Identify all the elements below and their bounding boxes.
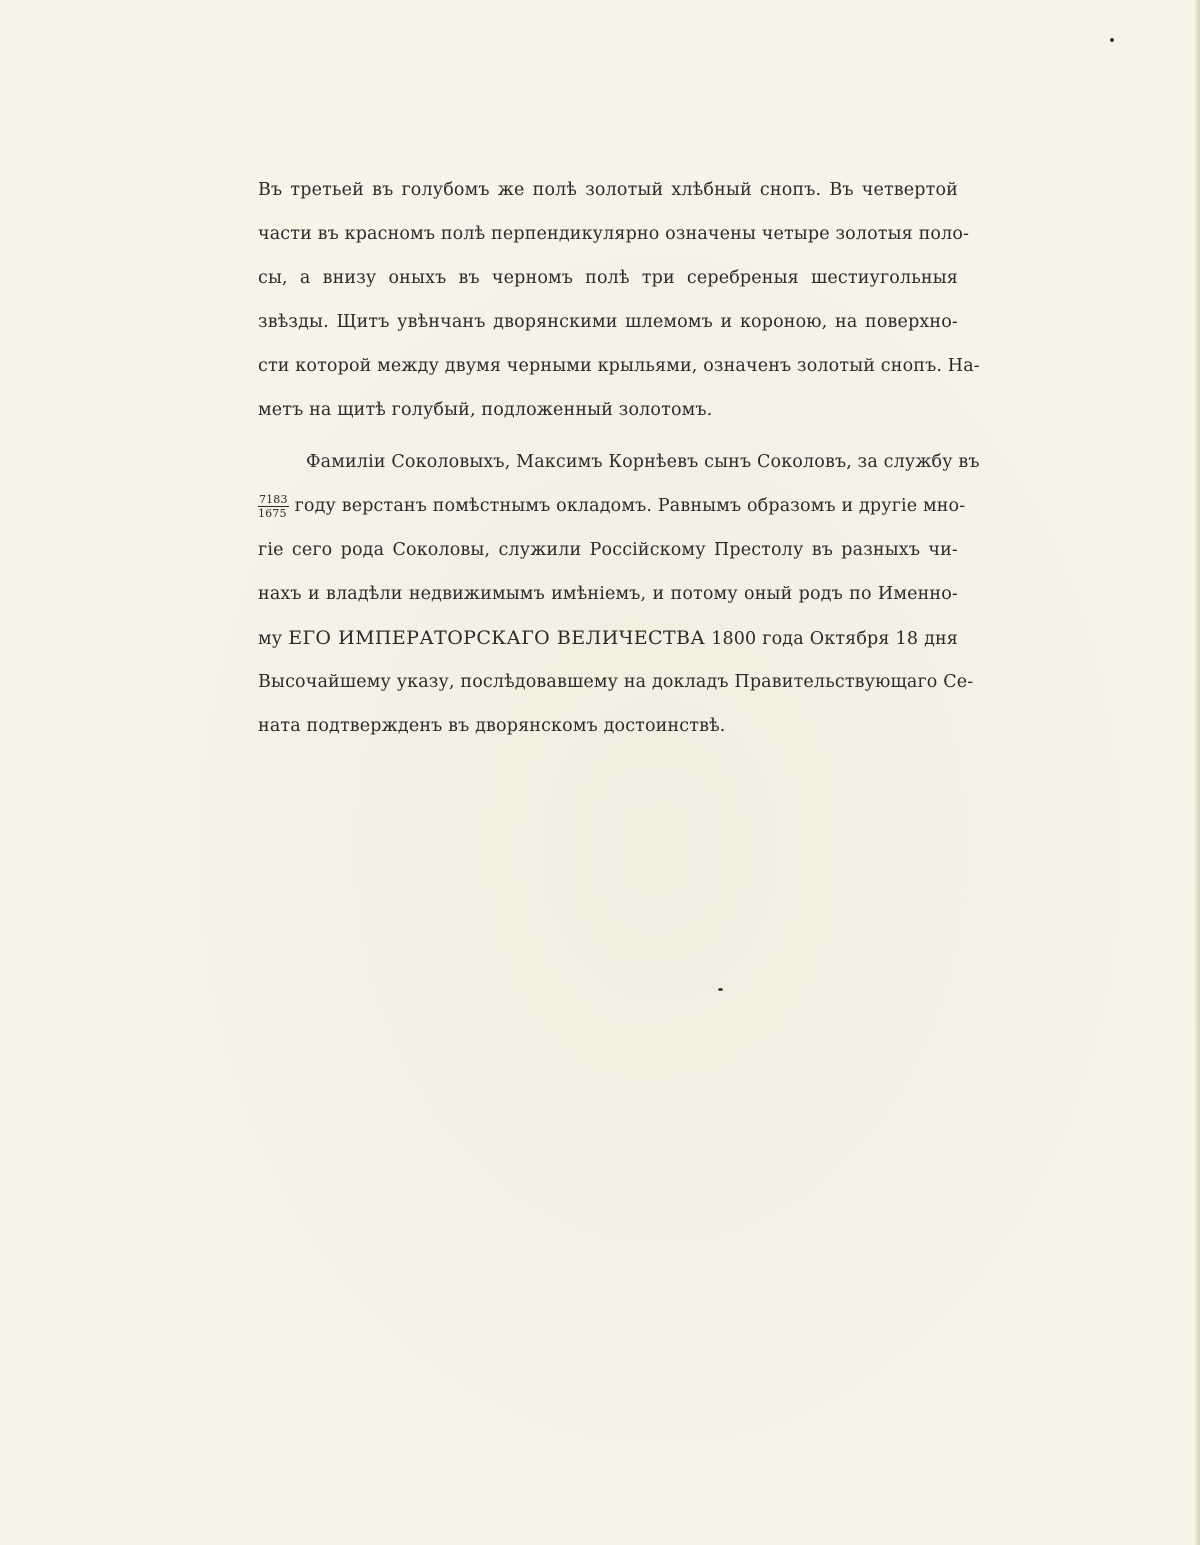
page-edge-shadow [1194,0,1200,1545]
paragraph-coat-of-arms-description [258,168,980,432]
text-line: части въ красномъ полѣ перпендикулярно означены четыре золотыя поло- [258,224,970,244]
text-line: сы, а внизу оныхъ въ черномъ полѣ три серебреныя шестиугольныя [258,268,958,288]
text-segment: 1800 года Октября 18 дня [711,629,958,649]
date-fraction [258,494,289,519]
paragraph-family-history [258,440,980,748]
text-line-with-date [258,484,966,528]
text-line-imperial-title [258,616,958,660]
ink-speck [1110,38,1114,42]
text-line: ната подтвержденъ въ дворянскомъ достоинствѣ. [258,716,726,736]
text-line: метъ на щитѣ голубый, подложенный золотомъ. [258,400,713,420]
ink-speck [718,988,723,991]
text-line: сти которой между двумя черными крыльями, означенъ золотый снопъ. На- [258,356,980,376]
text-line: Фамиліи Соколовыхъ, Максимъ Корнѣевъ сынъ Соколовъ, за службу въ [306,452,980,472]
text-line-rest: году верстанъ помѣстнымъ окладомъ. Равнымъ образомъ и другіе мно- [294,496,966,516]
text-line: Въ третьей въ голубомъ же полѣ золотый хлѣбный снопъ. Въ четвертой [258,180,958,200]
text-line: звѣзды. Щитъ увѣнчанъ дворянскими шлемомъ и короною, на поверхно- [258,312,958,332]
text-line: нахъ и владѣли недвижимымъ имѣніемъ, и потому оный родъ по Именно- [258,584,958,604]
date-fraction-numerator: 7183 [259,493,288,506]
text-segment: му [258,629,283,649]
text-line: Высочайшему указу, послѣдовавшему на докладъ Правительствующаго Се- [258,672,974,692]
imperial-title: ЕГО ИМПЕРАТОРСКАГО ВЕЛИЧЕСТВА [288,627,706,649]
text-line: гіе сего рода Соколовы, служили Россійскому Престолу въ разныхъ чи- [258,540,958,560]
date-fraction-denominator: 1675 [258,507,287,520]
